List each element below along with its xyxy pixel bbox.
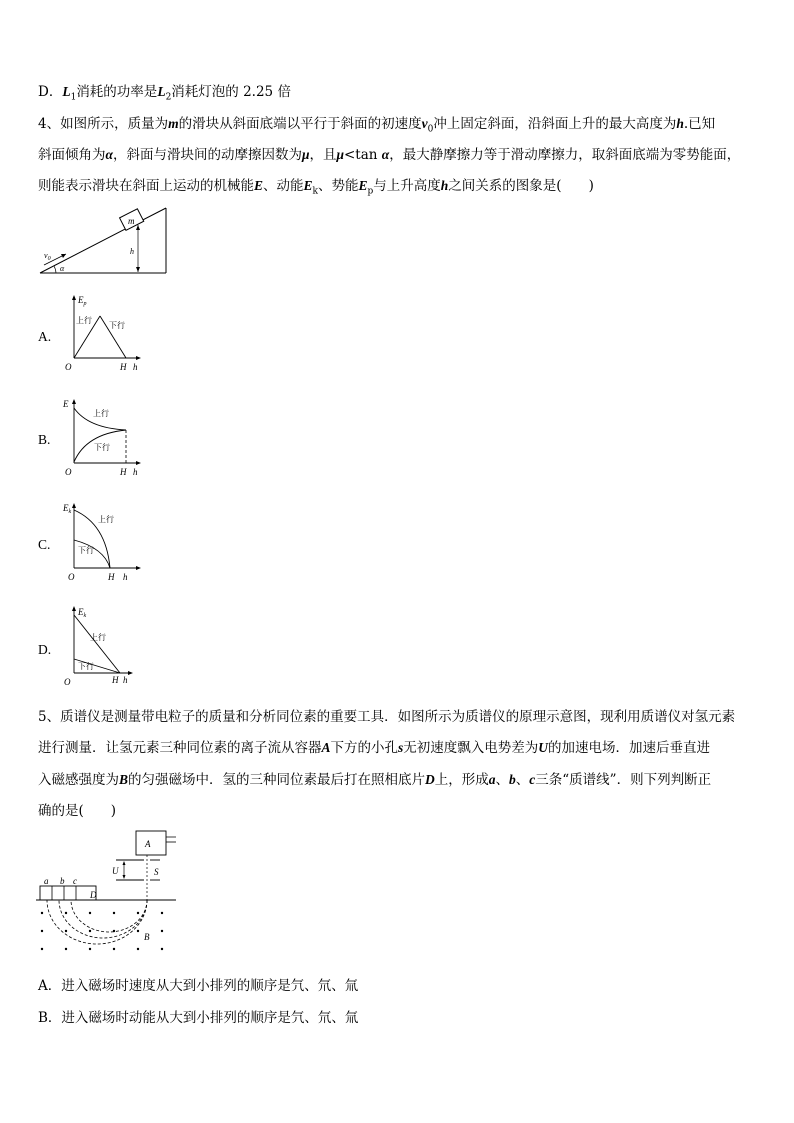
c-up-label: 上行 — [98, 515, 114, 524]
field-dots — [41, 912, 163, 950]
line-b-label: b — [60, 876, 65, 886]
incline-figure — [38, 202, 178, 282]
a-up-label: 上行 — [76, 316, 92, 325]
U-arrowhead-bottom — [123, 875, 126, 879]
option-b-label: B. — [38, 432, 51, 447]
alpha-label: α — [60, 264, 65, 273]
v0-label: $v_0$ — [44, 251, 51, 262]
a-y-label: $E_p$ — [78, 295, 87, 307]
q4-line-2: 斜面倾角为α，斜面与滑块间的动摩擦因数为μ，且μ<tan α，最大静摩擦力等于滑动摩擦力，取斜面底端为零势能面， — [38, 147, 741, 163]
b-down-label: 下行 — [94, 443, 110, 452]
photo-plate-D — [40, 886, 96, 900]
a-x-arrow — [136, 356, 141, 360]
B-label: B — [144, 932, 150, 942]
c-origin-label: O — [68, 572, 75, 582]
block-label: m — [128, 216, 135, 226]
d-y-label: $E_k$ — [78, 607, 87, 619]
b-y-arrow — [72, 399, 76, 404]
line-a-label: a — [44, 876, 49, 886]
c-H-label: H — [108, 572, 115, 582]
prev-option-d: D．$L_1$消耗的功率是$L_2$消耗灯泡的 2.25 倍 — [38, 84, 291, 103]
option-b-graph — [60, 396, 150, 480]
d-x-label: h — [123, 675, 128, 685]
d-H-label: H — [112, 675, 119, 685]
q5-line-3: 入磁感强度为B的匀强磁场中．氢的三种同位素最后打在照相底片D上，形成a、b、c三条“质谱线”．则下列判断正 — [38, 772, 712, 788]
q5-line-1: 5、质谱仪是测量带电粒子的质量和分析同位素的重要工具．如图所示为质谱仪的原理示意图，现利用质谱仪对氢元素 — [38, 709, 736, 725]
d-y-arrow — [72, 606, 76, 611]
q5-option-a: A．进入磁场时速度从大到小排列的顺序是氕、氘、氚 — [38, 978, 359, 994]
a-origin-label: O — [65, 362, 72, 372]
c-down-label: 下行 — [78, 546, 94, 555]
d-down-label: 下行 — [78, 662, 94, 671]
container-A-label: A — [145, 839, 151, 849]
container-pipe — [166, 832, 176, 837]
plate-D-label: D — [90, 890, 97, 900]
q5-line-4: 确的是( ) — [38, 803, 117, 819]
c-y-label: $E_k$ — [63, 503, 72, 515]
option-a-label: A. — [38, 329, 52, 344]
a-x-label: h — [133, 362, 138, 372]
U-label: U — [112, 866, 119, 876]
b-x-label: h — [133, 467, 138, 477]
b-x-arrow — [136, 461, 141, 465]
option-d-label: D. — [38, 642, 52, 657]
q5-line-2: 进行测量．让氢元素三种同位素的离子流从容器A下方的小孔s无初速度飘入电势差为U的加速电场．加速后垂直进 — [38, 740, 711, 756]
d-x-arrow — [128, 671, 133, 675]
trajectory-b — [59, 900, 147, 938]
b-origin-label: O — [65, 467, 72, 477]
c-x-label: h — [123, 572, 128, 582]
option-c-graph — [60, 500, 150, 584]
b-y-label: E — [63, 399, 69, 409]
c-x-arrow — [136, 566, 141, 570]
U-arrowhead-top — [123, 861, 126, 865]
option-d-graph — [60, 603, 150, 689]
alpha-arc — [54, 266, 56, 273]
b-H-label: H — [120, 467, 127, 477]
d-up-label: 上行 — [90, 633, 106, 642]
h-label: h — [130, 247, 134, 256]
c-y-arrow — [72, 503, 76, 508]
q5-option-b: B．进入磁场时动能从大到小排列的顺序是氕、氘、氚 — [38, 1010, 359, 1026]
q4-line-3: 则能表示滑块在斜面上运动的机械能E、动能$E_k$、势能$E_p$与上升高度h之间关系的图象是( ) — [38, 178, 594, 197]
a-y-arrow — [72, 295, 76, 300]
incline-slope — [40, 208, 166, 273]
a-H-label: H — [120, 362, 127, 372]
container-A — [136, 831, 166, 855]
h-arrowhead-top — [136, 225, 140, 230]
mass-spectrometer-figure — [36, 828, 176, 968]
b-up-label: 上行 — [93, 409, 109, 418]
h-arrowhead-bottom — [136, 267, 140, 272]
option-a-graph — [60, 292, 150, 376]
line-c-label: c — [73, 876, 77, 886]
S-label: S — [154, 867, 159, 877]
trajectory-c — [71, 900, 147, 932]
q4-line-1: 4、如图所示，质量为m的滑块从斜面底端以平行于斜面的初速度$v_0$冲上固定斜面，沿斜面上升的最大高度为h.已知 — [38, 116, 716, 135]
a-down-label: 下行 — [109, 321, 125, 330]
option-c-label: C. — [38, 537, 51, 552]
d-origin-label: O — [64, 677, 71, 687]
